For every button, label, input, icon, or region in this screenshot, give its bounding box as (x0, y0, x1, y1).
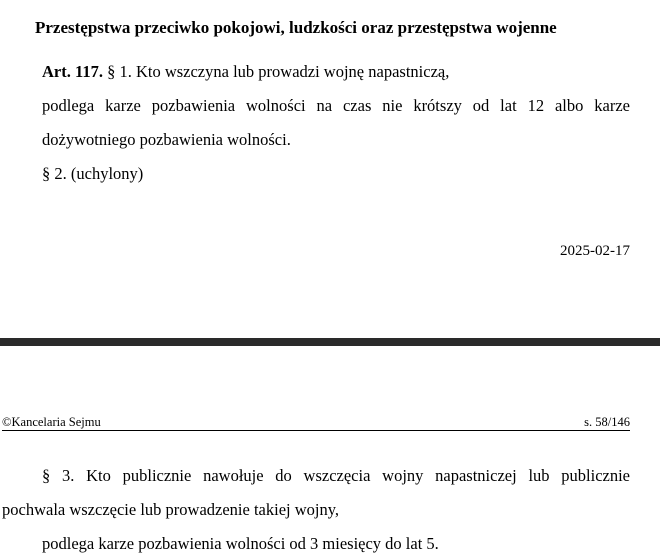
document-date: 2025-02-17 (560, 243, 630, 259)
paragraph-3-continuation: pochwala wszczęcie lub prowadzenie takiej wojny, (2, 500, 340, 519)
paragraph-3-end: podlega karze pozbawienia wolności od 3 miesięcy do lat 5. (42, 534, 439, 553)
article-line-1 (42, 60, 630, 83)
paragraph-2: § 2. (uchylony) (42, 164, 144, 183)
paragraph-1-end: dożywotniego pozbawienia wolności. (42, 130, 291, 149)
paragraph-1-continuation: podlega karze pozbawienia wolności na czas nie krótszy od lat 12 albo karze (42, 96, 630, 115)
page-footer (2, 414, 630, 431)
footer-page-number: s. 58/146 (584, 415, 630, 429)
chapter-title: Przestępstwa przeciwko pokojowi, ludzkości oraz przestępstwa wojenne (35, 18, 557, 37)
paragraph-1-start: § 1. Kto wszczyna lub prowadzi wojnę napastniczą, (107, 62, 450, 81)
next-page-content (0, 464, 630, 555)
page-separator (0, 338, 660, 346)
footer-publisher: ©Kancelaria Sejmu (2, 415, 101, 429)
article-label: Art. 117. (42, 62, 103, 81)
paragraph-3-start: § 3. Kto publicznie nawołuje do wszczęcia wojny napastniczej lub publicznie (42, 466, 630, 485)
article-117 (42, 60, 630, 185)
